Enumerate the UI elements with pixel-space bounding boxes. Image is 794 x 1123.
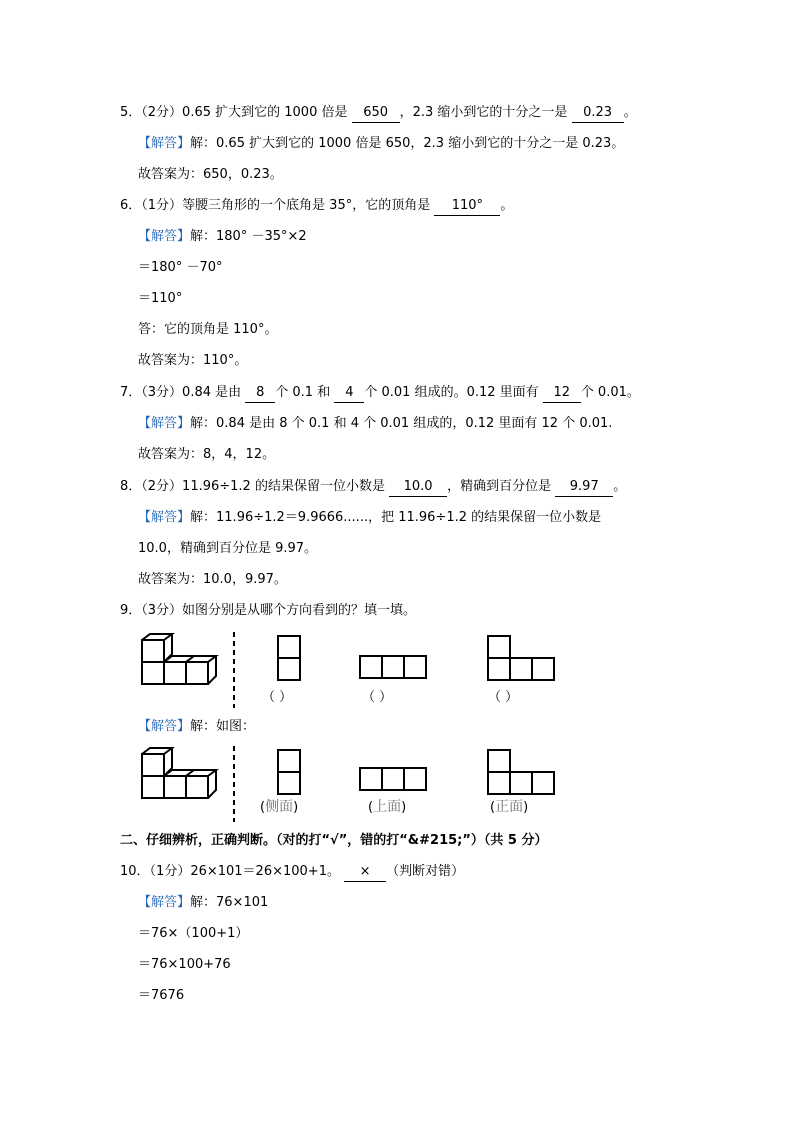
q5-final-answer: 故答案为：650，0.23。 — [138, 167, 283, 182]
q8-solution-line-1: 解：11.96÷1.2＝9.9666......，把 11.96÷1.2 的结果保留一位小数是 — [190, 510, 602, 525]
q7-answer-blank-1: 8 — [245, 384, 275, 403]
q5-suffix: 。 — [623, 105, 637, 120]
q5-answer-tag: 【解答】 — [138, 136, 191, 151]
q5-solution — [138, 135, 624, 153]
q7-answer-blank-3: 12 — [543, 384, 581, 403]
q5-answer-blank-2: 0.23 — [572, 104, 624, 123]
q6-solution-line-1: 解：180° －35°×2 — [190, 229, 307, 244]
q6-prefix: 6．（1分）等腰三角形的一个底角是 35°，它的顶角是 — [120, 198, 431, 213]
front-view-answer — [488, 750, 554, 794]
q6-suffix: 。 — [500, 198, 514, 213]
q8-prefix: 8．（2分）11.96÷1.2 的结果保留一位小数是 — [120, 479, 385, 494]
q5-prefix: 5．（2分）0.65 扩大到它的 1000 倍是 — [120, 105, 348, 120]
q5-question — [120, 104, 637, 123]
q8-final-answer: 故答案为：10.0，9.97。 — [138, 572, 287, 587]
q5-solution-line: 解：0.65 扩大到它的 1000 倍是 650，2.3 缩小到它的十分之一是 0.23。 — [190, 136, 625, 151]
q7-answer-tag: 【解答】 — [138, 416, 191, 431]
q6-answer-blank: 110° — [434, 197, 500, 216]
q6-solution — [138, 228, 307, 246]
q5-mid: ，2.3 缩小到它的十分之一是 — [399, 105, 568, 120]
q10-solution — [138, 894, 268, 912]
q9-answer-side: (侧面) — [260, 799, 299, 815]
q7-mid-1: 个 0.1 和 — [275, 385, 331, 400]
q8-suffix: 。 — [613, 479, 627, 494]
q8-answer-blank-2: 9.97 — [555, 478, 613, 497]
q7-suffix: 个 0.01。 — [580, 385, 640, 400]
q9-question: 9．（3分）如图分别是从哪个方向看到的？填一填。 — [120, 603, 417, 618]
top-view-answer — [360, 768, 426, 790]
q6-answer-tag: 【解答】 — [138, 229, 191, 244]
q9-answer-front: (正面) — [490, 799, 529, 815]
q9-solution — [138, 718, 255, 736]
q9-paren-1: （ ） — [262, 690, 293, 705]
q7-solution — [138, 415, 612, 433]
q10-question — [120, 863, 464, 882]
q6-final-answer: 故答案为：110°。 — [138, 353, 248, 368]
q8-question — [120, 478, 626, 497]
q7-solution-line: 解：0.84 是由 8 个 0.1 和 4 个 0.01 组成的，0.12 里面有 12 个 0.01. — [190, 416, 613, 431]
block-figure-answer — [142, 748, 216, 798]
q8-solution-line-2: 10.0，精确到百分位是 9.97。 — [138, 541, 318, 556]
q7-final-answer: 故答案为：8，4，12。 — [138, 447, 276, 462]
q9-solution-line: 解：如图： — [190, 719, 256, 734]
q9-answer-tag: 【解答】 — [138, 719, 191, 734]
q10-prefix: 10．（1分）26×101＝26×100+1。 — [120, 864, 340, 879]
q9-label-front: 正面 — [495, 799, 524, 815]
q9-paren-2: （ ） — [362, 690, 393, 705]
q8-mid: ，精确到百分位是 — [447, 479, 552, 494]
q6-solution-line-4: 答：它的顶角是 110°。 — [138, 322, 278, 337]
top-view — [360, 656, 426, 678]
q10-solution-line-2: ＝76×（100+1） — [138, 926, 249, 941]
q7-mid-2: 个 0.01 组成的。0.12 里面有 — [364, 385, 539, 400]
q9-label-side: 侧面 — [265, 799, 294, 815]
q10-answer-blank: × — [344, 863, 386, 882]
block-figure — [142, 634, 216, 684]
q8-solution — [138, 509, 601, 527]
q7-answer-blank-2: 4 — [334, 384, 364, 403]
q7-question — [120, 384, 640, 403]
side-view-answer — [278, 750, 300, 794]
section-2-title: 二、仔细辨析，正确判断。（对的打“√”，错的打“&#215;”）（共 5 分） — [120, 833, 548, 848]
q7-prefix: 7．（3分）0.84 是由 — [120, 385, 242, 400]
q9-answer-top: (上面) — [368, 799, 407, 815]
q6-solution-line-3: ＝110° — [138, 291, 183, 306]
q10-solution-line-1: 解：76×101 — [190, 895, 269, 910]
q10-suffix: （判断对错） — [386, 864, 465, 879]
q6-solution-line-2: ＝180° －70° — [138, 260, 223, 275]
q9-paren-3: （ ） — [488, 690, 519, 705]
q8-answer-tag: 【解答】 — [138, 510, 191, 525]
q8-answer-blank-1: 10.0 — [389, 478, 447, 497]
q5-answer-blank-1: 650 — [352, 104, 400, 123]
q10-solution-line-3: ＝76×100+76 — [138, 957, 231, 972]
side-view — [278, 636, 300, 680]
front-view — [488, 636, 554, 680]
q9-label-top: 上面 — [373, 799, 402, 815]
q10-solution-line-4: ＝7676 — [138, 988, 185, 1003]
q6-question — [120, 197, 513, 216]
q10-answer-tag: 【解答】 — [138, 895, 191, 910]
